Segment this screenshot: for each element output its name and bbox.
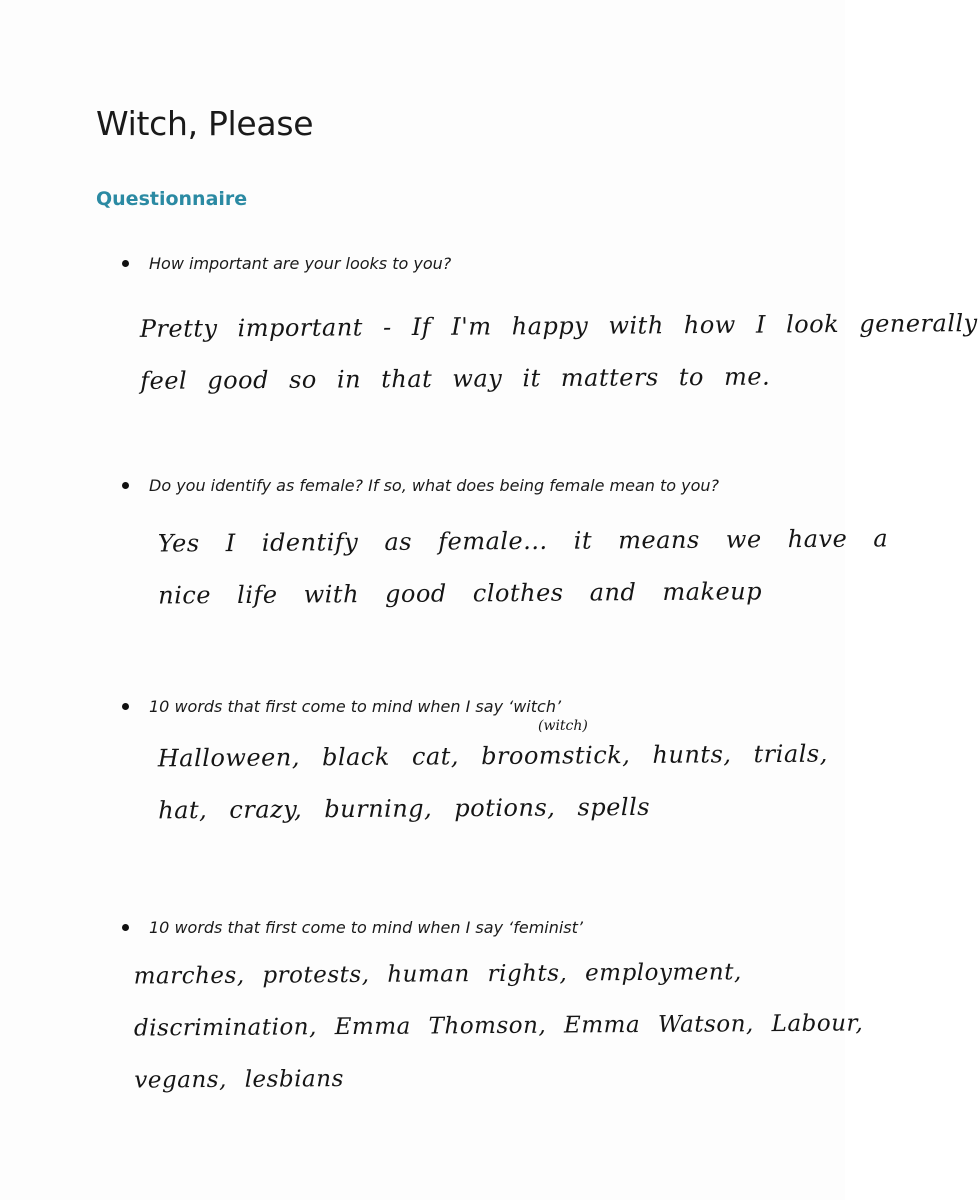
question-4 <box>122 918 583 937</box>
question-3-text: 10 words that first come to mind when I say ‘witch’ <box>149 697 562 716</box>
answer-2-line-1: Yes I identify as female... it means we have a <box>157 524 889 558</box>
question-4-text: 10 words that first come to mind when I say ‘feminist’ <box>149 918 583 937</box>
answer-1-handwritten <box>140 297 978 407</box>
bullet-icon <box>122 260 129 267</box>
question-2-text: Do you identify as female? If so, what does being female mean to you? <box>149 476 720 495</box>
bullet-icon <box>122 482 129 489</box>
answer-3-line-2: hat, crazy, burning, potions, spells <box>158 792 651 825</box>
document-title: Witch, Please <box>96 104 314 143</box>
answer-4-line-3: vegans, lesbians <box>134 1066 344 1094</box>
question-3 <box>122 697 561 716</box>
answer-4-line-1: marches, protests, human rights, employment, <box>133 959 742 990</box>
question-1 <box>122 254 451 273</box>
bullet-icon <box>122 924 129 931</box>
answer-1-line-2: feel good so in that way it matters to me. <box>140 362 771 395</box>
answer-1-line-1: Pretty important - If I'm happy with how I look generally <box>139 309 978 343</box>
answer-3-handwritten <box>158 728 829 837</box>
answer-4-line-2: discrimination, Emma Thomson, Emma Watson, Labour, <box>133 1010 864 1042</box>
answer-3-annotation: (witch) <box>538 718 588 734</box>
answer-2-handwritten <box>158 512 889 621</box>
section-heading: Questionnaire <box>96 188 248 210</box>
answer-3-line-1: Halloween, black cat, broomstick, hunts, trials, <box>157 739 828 773</box>
answer-4-handwritten <box>133 945 863 1106</box>
question-1-text: How important are your looks to you? <box>149 254 452 273</box>
bullet-icon <box>122 703 129 710</box>
question-2 <box>122 476 719 495</box>
answer-2-line-2: nice life with good clothes and makeup <box>158 577 763 610</box>
